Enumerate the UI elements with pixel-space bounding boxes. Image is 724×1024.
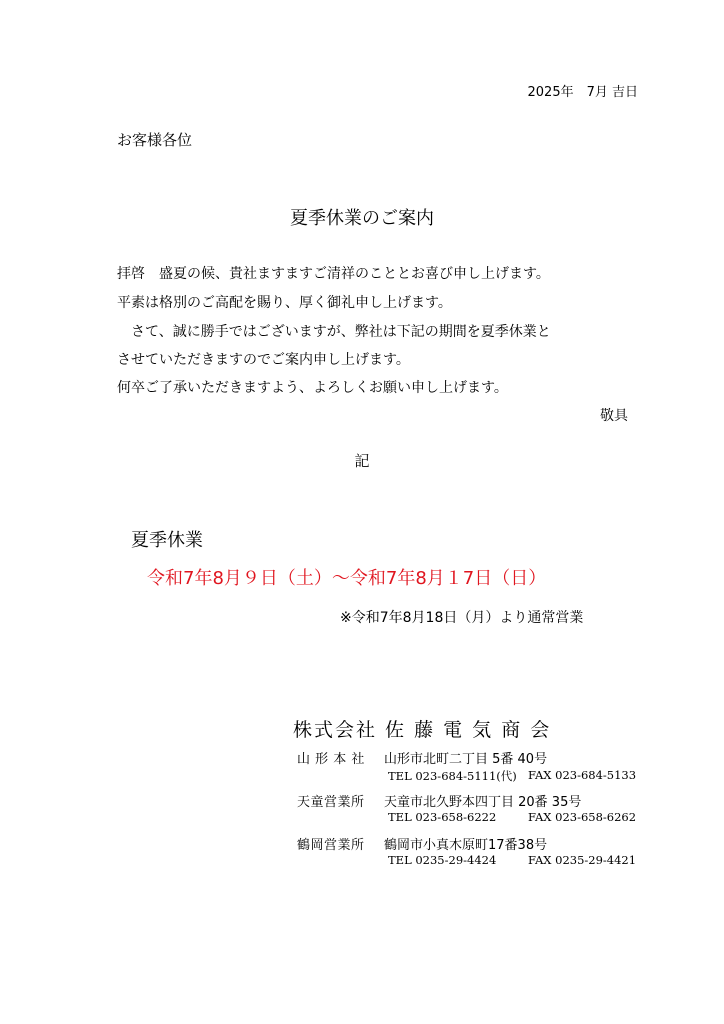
body-line: 平素は格別のご高配を賜り、厚く御礼申し上げます。 [117, 295, 452, 311]
office-address: 天童市北久野本四丁目 20番 35号 [384, 795, 582, 810]
body-line: させていただきますのでご案内申し上げます。 [117, 352, 410, 368]
closing-phrase: 敬具 [600, 408, 628, 424]
body-line: さて、誠に勝手ではございますが、弊社は下記の期間を夏季休業と [117, 324, 551, 340]
company-name: 株式会社 佐 藤 電 気 商 会 [293, 719, 552, 741]
office-tel: TEL 023-658-6222 [388, 810, 497, 824]
office-name: 天童営業所 [297, 795, 365, 810]
document-title: 夏季休業のご案内 [290, 208, 434, 229]
ki-marker: 記 [354, 452, 370, 470]
salutation: お客様各位 [117, 131, 193, 149]
body-line: 拝啓 盛夏の候、貴社ますますご清祥のこととお喜び申し上げます。 [117, 266, 550, 282]
office-address: 鶴岡市小真木原町17番38号 [384, 838, 548, 853]
holiday-heading: 夏季休業 [131, 530, 203, 551]
office-name: 山 形 本 社 [297, 752, 365, 767]
office-fax: FAX 023-658-6262 [528, 810, 637, 824]
office-address: 山形市北町二丁目 5番 40号 [384, 752, 548, 767]
resume-note: ※令和7年8月18日（月）より通常営業 [340, 610, 584, 626]
office-name: 鶴岡営業所 [297, 838, 365, 853]
office-tel: TEL 023-684-5111(代) [388, 769, 517, 783]
office-fax: FAX 0235-29-4421 [528, 853, 637, 867]
office-tel: TEL 0235-29-4424 [388, 853, 497, 867]
body-line: 何卒ご了承いただきますよう、よろしくお願い申し上げます。 [117, 380, 508, 396]
holiday-period: 令和7年8月９日（土）～令和7年8月１7日（日） [147, 568, 547, 589]
office-fax: FAX 023-684-5133 [528, 768, 637, 782]
issue-date: 2025年 7月 吉日 [527, 85, 638, 100]
